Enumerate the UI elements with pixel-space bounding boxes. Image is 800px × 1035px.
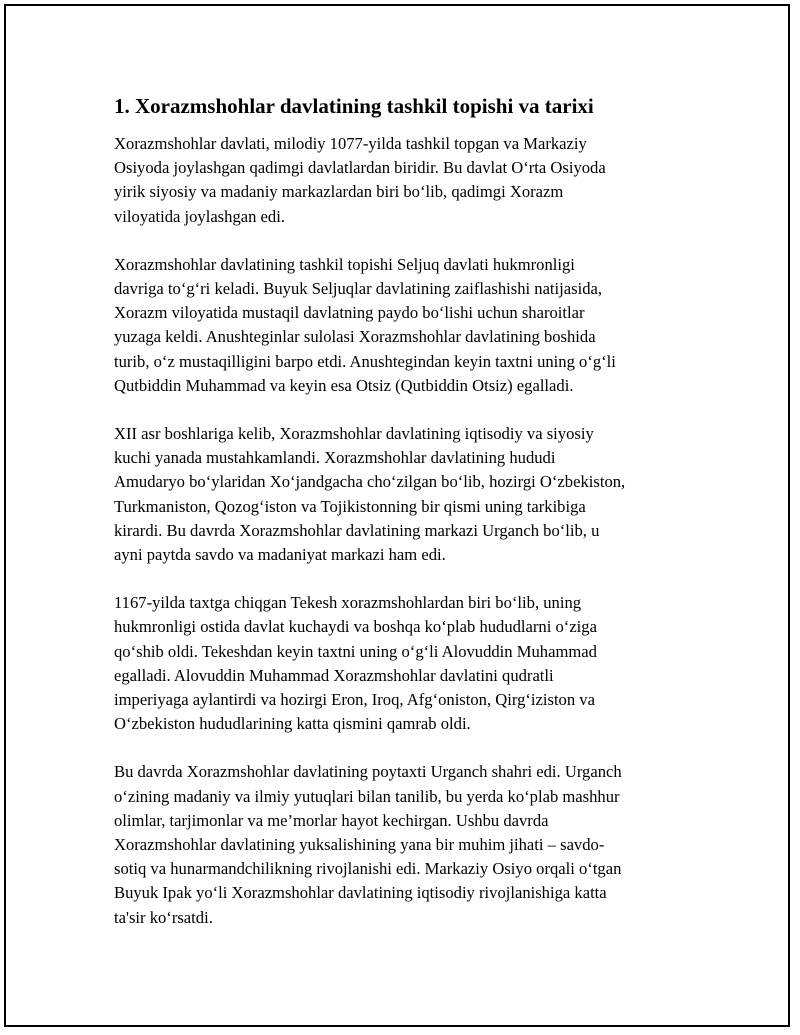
text-line: yirik siyosiy va madaniy markazlardan biri bo‘lib, qadimgi Xorazm [114,182,564,202]
text-line: hukmronligi ostida davlat kuchaydi va boshqa ko‘plab hududlarni o‘ziga [114,617,597,637]
text-line: Xorazmshohlar davlati, milodiy 1077-yilda tashkil topgan va Markaziy [114,134,587,153]
text-line: o‘zining madaniy va ilmiy yutuqlari bilan tanilib, bu yerda ko‘plab mashhur [114,786,620,806]
text-line: ayni paytda savdo va madaniyat markazi ham edi. [114,545,446,565]
text-line: Amudaryo bo‘ylaridan Xo‘jandgacha cho‘zilgan bo‘lib, hozirgi O‘zbekiston, [114,472,626,492]
text-line: viloyatida joylashgan edi. [114,206,285,226]
text-line: Osiyoda joylashgan qadimgi davlatlardan biridir. Bu davlat O‘rta Osiyoda [114,158,606,178]
text-line: Bu davrda Xorazmshohlar davlatining poytaxti Urganch shahri edi. Urganch [114,762,622,782]
text-line: Xorazmshohlar davlatining yuksalishining yana bir muhim jihati – savdo- [114,835,605,855]
text-line: Xorazm viloyatida mustaqil davlatning paydo bo‘lishi uchun sharoitlar [114,303,585,323]
text-line: yuzaga keldi. Anushteginlar sulolasi Xorazmshohlar davlatining boshida [114,327,596,347]
text-line: egalladi. Alovuddin Muhammad Xorazmshohlar davlatini qudratli [114,665,554,685]
text-line: olimlar, tarjimonlar va me’morlar hayot kechirgan. Ushbu davrda [114,810,549,830]
paragraph-seljuq-period [114,253,694,398]
document-content [114,92,694,954]
text-line: Xorazmshohlar davlatining tashkil topishi Seljuq davlati hukmronligi [114,254,575,274]
text-line: XII asr boshlariga kelib, Xorazmshohlar davlatining iqtisodiy va siyosiy [114,424,594,444]
text-line: sotiq va hunarmandchilikning rivojlanishi edi. Markaziy Osiyo orqali o‘tgan [114,859,622,879]
text-line: Qutbiddin Muhammad va keyin esa Otsiz (Qutbiddin Otsiz) egalladi. [114,375,574,395]
document-title: 1. Xorazmshohlar davlatining tashkil topishi va tarixi [114,94,594,118]
text-line: ta'sir ko‘rsatdi. [114,907,213,927]
paragraph-tekesh [114,591,694,736]
paragraph-founding [114,132,694,229]
text-line: davriga to‘g‘ri keladi. Buyuk Seljuqlar davlatining zaiflashishi natijasida, [114,279,603,299]
text-line: kuchi yanada mustahkamlandi. Xorazmshohlar davlatining hududi [114,448,556,468]
paragraph-urganch-capital [114,760,694,929]
text-line: 1167-yilda taxtga chiqgan Tekesh xorazmshohlardan biri bo‘lib, uning [114,593,582,613]
text-line: turib, o‘z mustaqilligini barpo etdi. Anushtegindan keyin taxtni uning o‘g‘li [114,351,616,371]
text-line: O‘zbekiston hududlarining katta qismini qamrab oldi. [114,714,471,734]
text-line: qo‘shib oldi. Tekeshdan keyin taxtni uning o‘g‘li Alovuddin Muhammad [114,641,597,661]
text-line: imperiyaga aylantirdi va hozirgi Eron, Iroq, Afg‘oniston, Qirg‘iziston va [114,690,595,710]
paragraph-twelfth-century [114,422,694,567]
text-line: Buyuk Ipak yo‘li Xorazmshohlar davlatining iqtisodiy rivojlanishiga katta [114,883,607,903]
text-line: kirardi. Bu davrda Xorazmshohlar davlatining markazi Urganch bo‘lib, u [114,520,600,540]
text-line: Turkmaniston, Qozog‘iston va Tojikistonning bir qismi uning tarkibiga [114,496,586,516]
